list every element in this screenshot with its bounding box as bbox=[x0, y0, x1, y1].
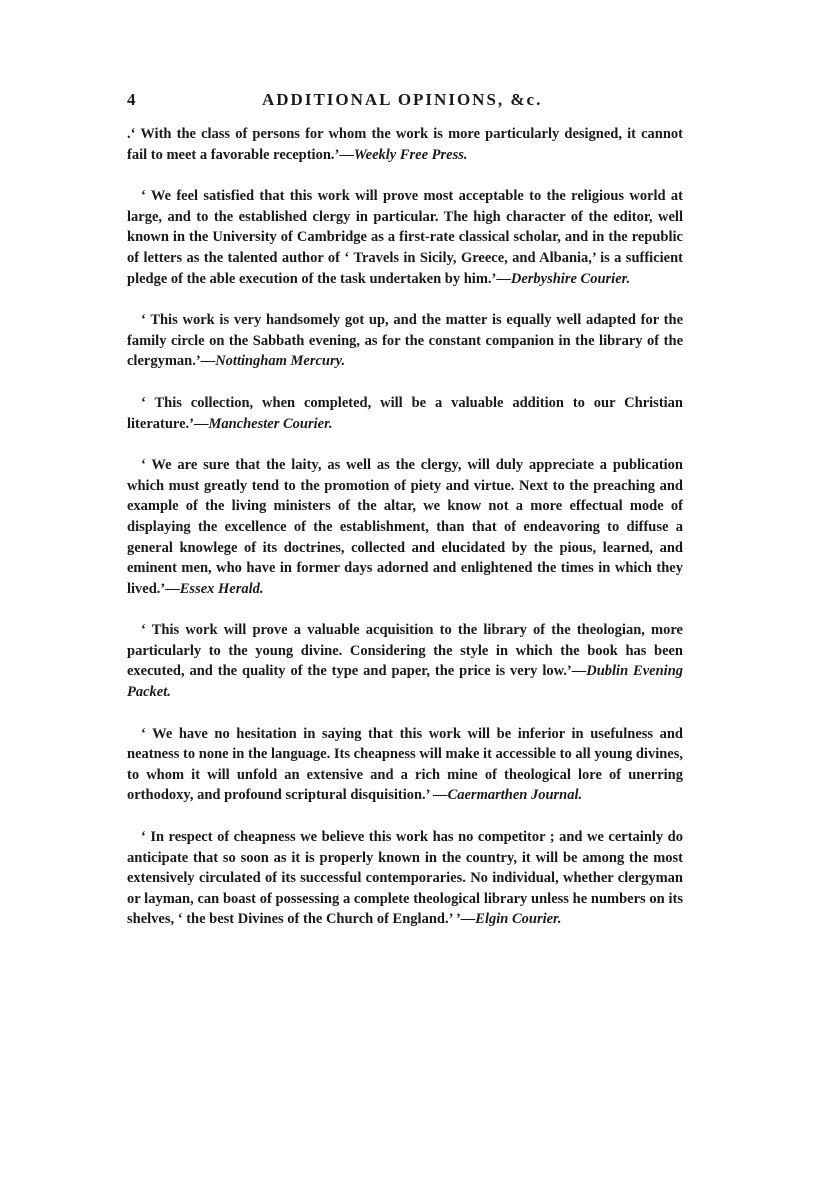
opinion-paragraph bbox=[127, 310, 683, 372]
opinion-paragraph bbox=[127, 455, 683, 599]
opinion-source: Nottingham Mercury. bbox=[215, 353, 346, 370]
opinion-source: Manchester Courier. bbox=[208, 415, 333, 432]
opinion-source: Weekly Free Press. bbox=[353, 146, 468, 163]
opinion-quote: ‘ We are sure that the laity, as well as the clergy, will duly appreciate a publication which must greatly tend to the promotion of piety and virtue. Next to the preaching and example of the living ministers of the altar, we know not a more effectual mode of displaying the excellence of the establishment, than that of endeavoring to diffuse a general knowlege of its doctrines, collected and elucidated by the pious, learned, and eminent men, who have in former days adorned and enlightened the times in which they lived.’— bbox=[127, 457, 683, 597]
opinion-paragraph bbox=[127, 186, 683, 289]
opinion-source: Caermarthen Journal. bbox=[447, 787, 583, 804]
opinion-quote: ‘ This work will prove a valuable acquisition to the library of the theologian, more particularly to the young divine. Considering the style in which the book has been executed, and the quality of the type and paper, the price is very low.’— bbox=[127, 622, 683, 680]
opinion-quote: ‘ This collection, when completed, will be a valuable addition to our Christian literature.’— bbox=[127, 394, 683, 432]
opinion-paragraph bbox=[127, 393, 683, 434]
opinions-list bbox=[127, 124, 683, 951]
opinion-quote: ‘ This work is very handsomely got up, and the matter is equally well adapted for the family circle on the Sabbath evening, as for the constant companion in the library of the clergyman.’— bbox=[127, 312, 683, 370]
opinion-source: Dublin Evening Packet. bbox=[127, 663, 684, 701]
opinion-quote: ‘ We feel satisfied that this work will prove most acceptable to the religious world at large, and to the established clergy in particular. The high character of the editor, well known in the University of Cambridge as a first-rate classical scholar, and in the republic of letters as the talented author of ‘ Travels in Sicily, Greece, and Albania,’ is a sufficient pledge of the able execution of the task undertaken by him.’— bbox=[127, 188, 683, 287]
opinion-source: Essex Herald. bbox=[179, 580, 264, 597]
opinion-paragraph bbox=[127, 620, 683, 702]
opinion-quote: ‘ We have no hesitation in saying that this work will be inferior in usefulness and neatness to none in the language. Its cheapness will make it accessible to all young divines, to whom it will unfold an extensive and a rich mine of theological lore of unerring orthodoxy, and profound scriptural disquisition.’ — bbox=[127, 725, 683, 804]
running-title: ADDITIONAL OPINIONS, &c. bbox=[262, 90, 543, 109]
opinion-paragraph bbox=[127, 124, 683, 165]
opinion-source: Elgin Courier. bbox=[475, 911, 562, 928]
opinion-paragraph bbox=[127, 827, 683, 930]
opinion-quote: .‘ With the class of persons for whom the work is more particularly designed, it cannot fail to meet a favorable reception.’— bbox=[127, 126, 683, 163]
opinion-source: Derbyshire Courier. bbox=[510, 270, 631, 287]
page-number: 4 bbox=[127, 90, 138, 109]
running-header bbox=[127, 90, 687, 114]
opinion-paragraph bbox=[127, 724, 683, 806]
opinion-quote: ‘ In respect of cheapness we believe this work has no competitor ; and we certainly do anticipate that so soon as it is properly known in the country, it will be among the most extensively circulated of its successful contemporaries. No individual, whether clergyman or layman, can boast of possessing a complete theological library unless he numbers on its shelves, ‘ the best Divines of the Church of England.’ ’— bbox=[127, 829, 683, 928]
